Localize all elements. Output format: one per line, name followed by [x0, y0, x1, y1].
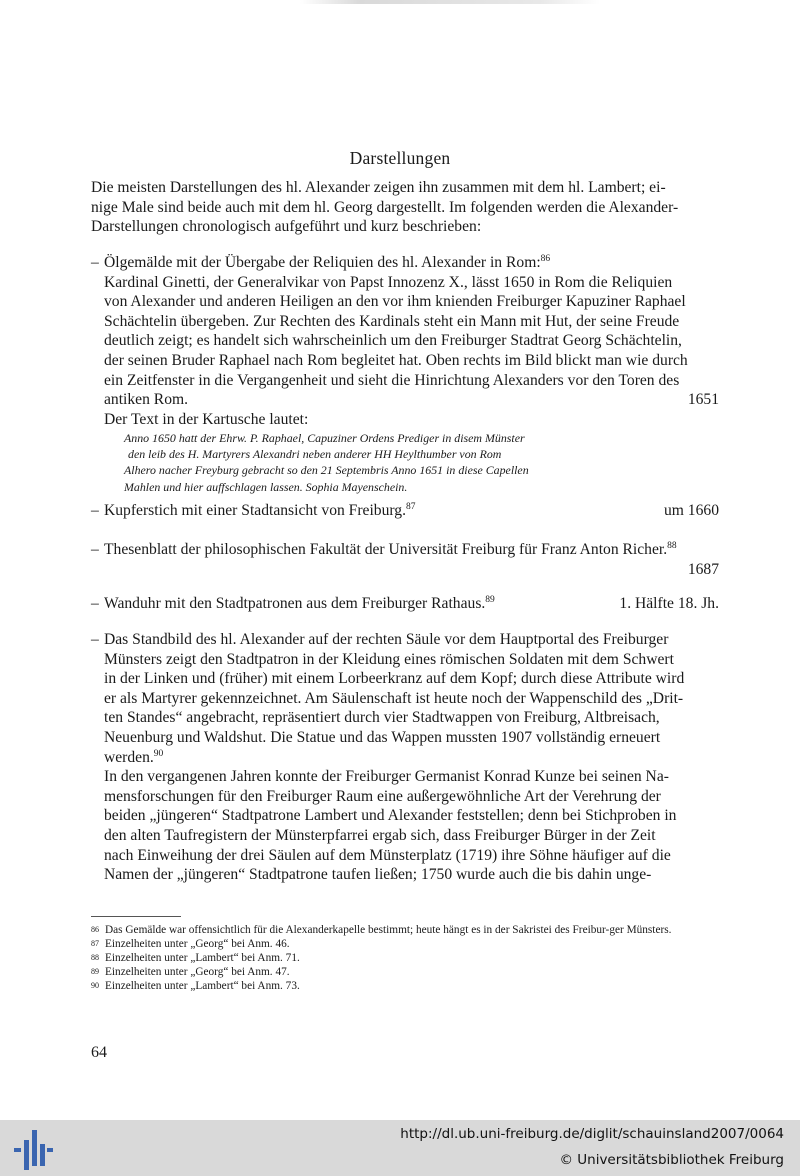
item-line: mensforschungen für den Freiburger Raum eine außergewöhnliche Art der Verehrung der	[104, 787, 661, 805]
intro-line: Die meisten Darstellungen des hl. Alexander zeigen ihn zusammen mit dem hl. Lambert; ei-	[91, 179, 666, 196]
footnote-number: 86	[91, 925, 99, 934]
footnote-text: Einzelheiten unter „Lambert“ bei Anm. 73.	[105, 979, 300, 992]
quote-line: Alhero nacher Freyburg gebracht so den 21 Septembris Anno 1651 in diese Capellen	[124, 463, 529, 478]
item-date: 1. Hälfte 18. Jh.	[619, 595, 719, 612]
footnote-number: 89	[91, 966, 99, 976]
item-date: 1687	[687, 560, 719, 578]
list-item-painting	[91, 253, 719, 429]
item-last-line: werden.$^{90}$	[104, 748, 164, 766]
quote-line: Mahlen und hier auffschlagen lassen. Sophia Mayenschein.	[124, 479, 408, 494]
item-line: ein Zeitfenster in die Vergangenheit und sieht die Hinrichtung Alexanders vor den Toren des	[104, 371, 680, 389]
footnote-text: Einzelheiten unter „Georg“ bei Anm. 47.	[105, 965, 290, 978]
footnote	[91, 952, 719, 966]
intro-paragraph	[91, 178, 719, 237]
intro-line: nige Male sind beide auch mit dem hl. Georg dargestellt. Im folgenden werden die Alexander-	[91, 198, 679, 216]
ub-freiburg-logo-icon[interactable]	[12, 1126, 54, 1170]
item-line: Neuenburg und Waldshut. Die Statue und das Wappen mussten 1907 vollständig erneuert	[104, 728, 661, 746]
permalink-url[interactable]: http://dl.ub.uni-freiburg.de/diglit/schauinsland2007/0064	[400, 1126, 784, 1142]
footnote-ref[interactable]: 90	[153, 748, 164, 759]
list-item-thesis-sheet	[91, 540, 719, 579]
copyright-notice: © Universitätsbibliothek Freiburg	[559, 1152, 784, 1168]
footnote-text: Das Gemälde war offensichtlich für die Alexanderkapelle bestimmt; heute hängt es in der Sakristei des Freibur-ger Münsters.	[105, 924, 672, 936]
footnote-ref[interactable]: 87	[406, 502, 416, 512]
item-line: ten Standes“ angebracht, repräsentiert durch vier Stadtwappen von Freiburg, Altbreisach,	[104, 709, 660, 727]
list-item-engraving	[91, 501, 719, 521]
section-heading: Darstellungen	[349, 148, 451, 168]
list-item-wall-clock	[91, 594, 719, 614]
footnote-number: 88	[91, 952, 99, 962]
item-line: Münsters zeigt den Stadtpatron in der Kleidung eines römischen Soldaten mit dem Schwert	[104, 650, 674, 668]
list-dash: –	[91, 631, 99, 648]
footnote-text: Einzelheiten unter „Georg“ bei Anm. 46.	[105, 937, 290, 950]
item-date: um 1660	[663, 502, 719, 519]
footnote	[91, 924, 719, 938]
footnote	[91, 966, 719, 980]
item-line: Schächtelin übergeben. Zur Rechten des Kardinals steht ein Mann mit Hut, der seine Freude	[104, 312, 680, 330]
footnote-number: 90	[91, 980, 99, 990]
item-line: nach Einweihung der drei Säulen auf dem Münsterplatz (1719) ihre Söhne häufiger auf die	[104, 846, 671, 864]
footnote-text: Einzelheiten unter „Lambert“ bei Anm. 71.	[105, 951, 300, 964]
item-title: Ölgemälde mit der Übergabe der Reliquien des hl. Alexander in Rom:$^{86}$	[104, 254, 551, 271]
item-line: deutlich zeigt; es handelt sich wahrscheinlich um den Freiburger Stadtrat Georg Schächtelin,	[104, 332, 682, 350]
footnotes	[91, 924, 719, 994]
list-dash: –	[91, 541, 99, 558]
item-text: Wanduhr mit den Stadtpatronen aus dem Freiburger Rathaus.$^{89}$	[104, 595, 495, 612]
footnote-ref[interactable]: 86	[540, 254, 551, 264]
scan-edge-mark	[300, 0, 600, 4]
item-line: den alten Taufregistern der Münsterpfarrei ergab sich, dass Freiburger Bürger in der Zeit	[104, 826, 656, 844]
footnote	[91, 938, 719, 952]
cartouche-quote	[124, 430, 624, 495]
item-line: Das Standbild des hl. Alexander auf der rechten Säule vor dem Hauptportal des Freiburger	[104, 631, 669, 648]
footnote-number: 87	[91, 938, 99, 948]
item-line: er als Martyrer gekennzeichnet. Am Säulenschaft ist heute noch der Wappenschild des „Drit-	[104, 689, 684, 707]
intro-line: Darstellungen chronologisch aufgeführt und kurz beschrieben:	[91, 218, 482, 236]
list-dash: –	[91, 254, 99, 271]
footnote	[91, 980, 719, 994]
item-line: In den vergangenen Jahren konnte der Freiburger Germanist Konrad Kunze bei seinen Na-	[104, 768, 669, 786]
page-number: 64	[91, 1044, 107, 1061]
item-last-line: antiken Rom. 1651	[104, 391, 719, 409]
item-text: Kupferstich mit einer Stadtansicht von Freiburg.$^{87}$	[104, 502, 416, 519]
item-text: Thesenblatt der philosophischen Fakultät der Universität Freiburg für Franz Anton Richer.$^{88}$	[104, 541, 677, 558]
footnote-ref[interactable]: 89	[485, 595, 495, 605]
list-item-statue	[91, 630, 719, 885]
footnote-ref[interactable]: 88	[667, 541, 677, 551]
item-date: 1651	[687, 391, 719, 409]
footnote-divider	[91, 916, 181, 917]
item-line: Kardinal Ginetti, der Generalvikar von Papst Innozenz X., lässt 1650 in Rom die Reliquien	[104, 273, 673, 291]
item-line: der seinen Bruder Raphael nach Rom begleitet hat. Oben rechts im Bild blickt man wie durch	[104, 351, 688, 369]
viewer-footer	[0, 1120, 800, 1176]
item-line: Namen der „jüngeren“ Stadtpatrone taufen ließen; 1750 wurde auch die bis dahin unge-	[104, 866, 652, 884]
quote-line: Anno 1650 hatt der Ehrw. P. Raphael, Capuziner Ordens Prediger in disem Münster	[124, 431, 525, 445]
quote-line: den leib des H. Martyrers Alexandri neben anderer HH Heylthumber von Rom	[128, 447, 502, 462]
item-line: von Alexander und anderen Heiligen an den vor ihm knienden Freiburger Kapuziner Raphael	[104, 293, 686, 311]
item-line: beiden „jüngeren“ Stadtpatrone Lambert und Alexander feststellen; denn bei Stichproben in	[104, 807, 677, 825]
list-dash: –	[91, 595, 99, 612]
list-dash: –	[91, 502, 99, 519]
item-line: in der Linken und (früher) mit einem Lorbeerkranz auf dem Kopf; durch diese Attribute wird	[104, 670, 685, 688]
cartouche-intro: Der Text in der Kartusche lautet:	[104, 410, 309, 428]
